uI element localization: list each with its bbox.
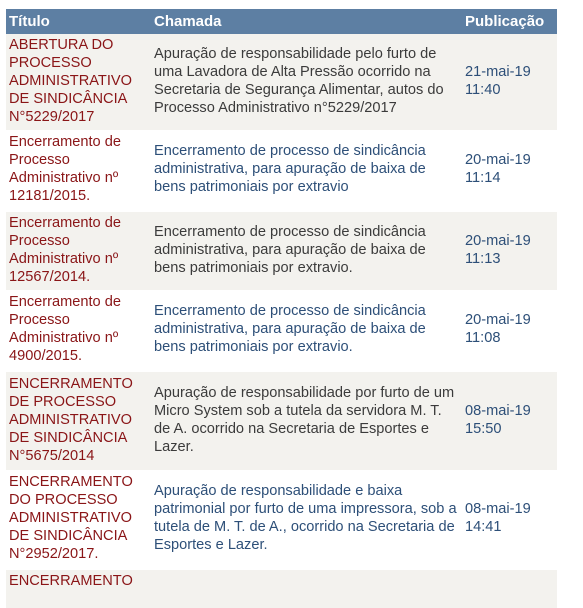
row-title-link[interactable]: ENCERRAMENTO DE PROCESSO ADMINISTRATIVO DE SINDICÂNCIA N°5675/2014 bbox=[6, 370, 151, 470]
row-title-link[interactable]: Encerramento de Processo Administrativo nº 12567/2014. bbox=[6, 210, 151, 290]
row-call-text: Encerramento de processo de sindicância administrativa, para apuração de baixa de bens patrimoniais por extravio bbox=[151, 130, 462, 210]
table-row bbox=[6, 470, 557, 568]
row-call-text: Apuração de responsabilidade e baixa patrimonial por furto de uma impressora, sob a tutela de M. T. de A., ocorrido na Secretaria de Esportes e Lazer. bbox=[151, 470, 462, 568]
row-date bbox=[462, 568, 557, 608]
publications-table-container bbox=[6, 9, 557, 608]
row-date: 21-mai-19 11:40 bbox=[462, 34, 557, 130]
table-row bbox=[6, 370, 557, 470]
table-row bbox=[6, 568, 557, 608]
row-title-link[interactable]: ENCERRAMENTO DO PROCESSO ADMINISTRATIVO DE SINDICÂNCIA N°2952/2017. bbox=[6, 470, 151, 568]
row-date: 20-mai-19 11:14 bbox=[462, 130, 557, 210]
row-title-link[interactable]: ENCERRAMENTO bbox=[6, 568, 151, 608]
row-call-text: Apuração de responsabilidade por furto de um Micro System sob a tutela da servidora M. T. de A. ocorrido na Secretaria de Esportes e Lazer. bbox=[151, 370, 462, 470]
table-row bbox=[6, 34, 557, 130]
row-call-text bbox=[151, 568, 462, 608]
row-date: 20-mai-19 11:13 bbox=[462, 210, 557, 290]
row-call-text: Encerramento de processo de sindicância administrativa, para apuração de baixa de bens patrimoniais por extravio. bbox=[151, 210, 462, 290]
table-row bbox=[6, 130, 557, 210]
table-row bbox=[6, 290, 557, 370]
table-row bbox=[6, 210, 557, 290]
row-date: 08-mai-19 15:50 bbox=[462, 370, 557, 470]
row-call-text: Encerramento de processo de sindicância administrativa, para apuração de baixa de bens patrimoniais por extravio. bbox=[151, 290, 462, 370]
header-call[interactable]: Chamada bbox=[151, 9, 462, 34]
row-title-link[interactable]: Encerramento de Processo Administrativo nº 12181/2015. bbox=[6, 130, 151, 210]
header-title[interactable]: Título bbox=[6, 9, 151, 34]
row-title-link[interactable]: ABERTURA DO PROCESSO ADMINISTRATIVO DE SINDICÂNCIA N°5229/2017 bbox=[6, 34, 151, 130]
publications-table bbox=[6, 9, 557, 608]
row-date: 08-mai-19 14:41 bbox=[462, 470, 557, 568]
row-title-link[interactable]: Encerramento de Processo Administrativo nº 4900/2015. bbox=[6, 290, 151, 370]
table-header bbox=[6, 9, 557, 34]
row-date: 20-mai-19 11:08 bbox=[462, 290, 557, 370]
header-date[interactable]: Publicação bbox=[462, 9, 557, 34]
row-call-text: Apuração de responsabilidade pelo furto de uma Lavadora de Alta Pressão ocorrido na Secretaria de Segurança Alimentar, autos do Processo Administrativo n°5229/2017 bbox=[151, 34, 462, 130]
